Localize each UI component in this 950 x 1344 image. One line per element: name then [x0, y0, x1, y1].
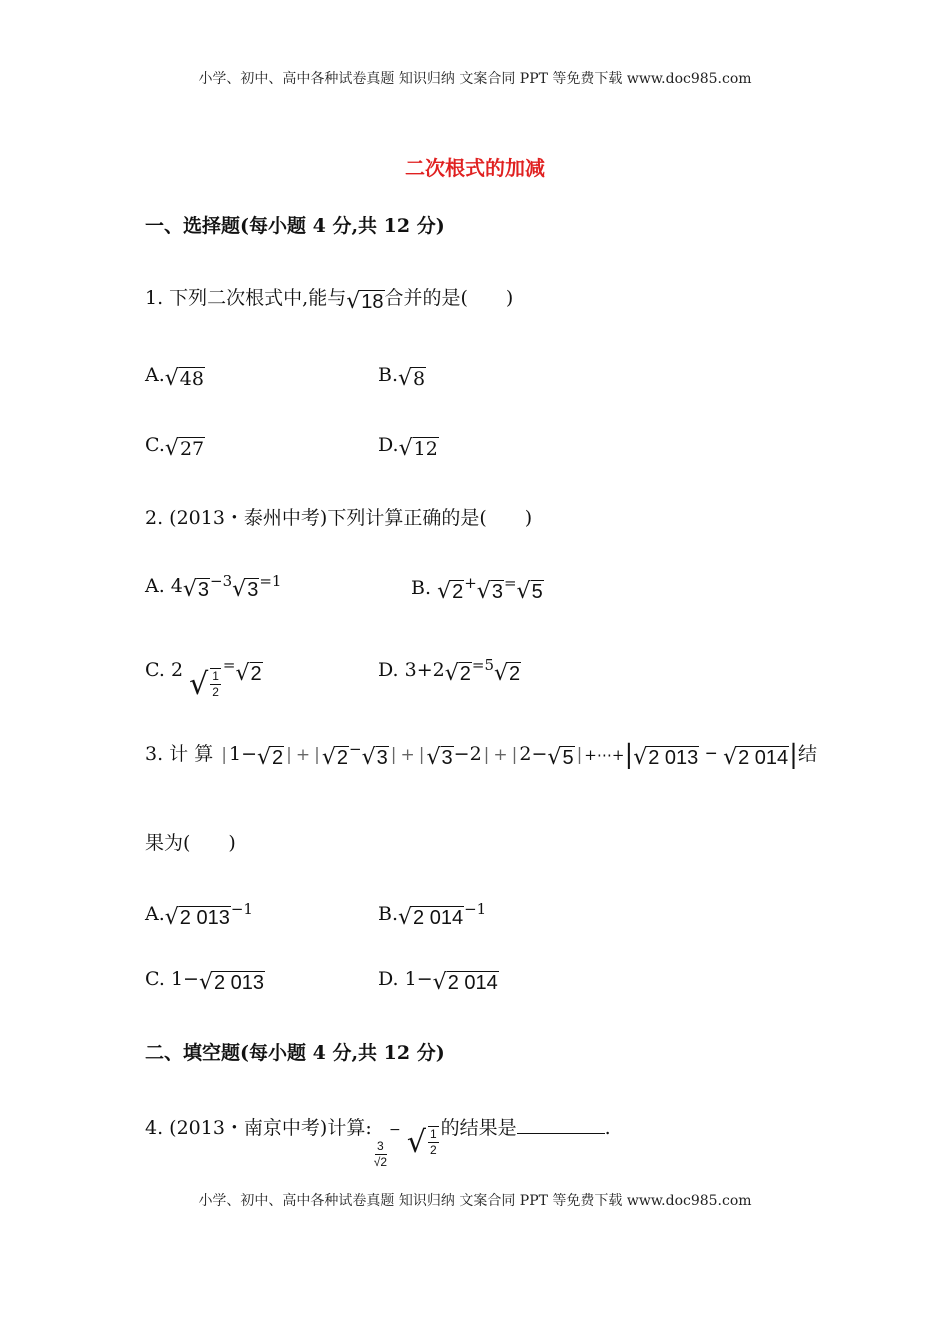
radical-sign-icon: √ — [476, 579, 491, 604]
math-text: 2 — [272, 747, 284, 769]
math-text: 3 — [247, 579, 259, 601]
math-text: D. 3+2 — [378, 659, 445, 681]
radical-expression — [165, 905, 231, 931]
radical-expression — [199, 970, 265, 996]
math-text: 2 013 — [648, 747, 699, 769]
radical-sign-icon: √ — [444, 661, 459, 686]
math-text: . — [604, 1117, 611, 1139]
math-text: 3. 计 算 — [145, 743, 214, 765]
math-text: 5 — [531, 581, 543, 603]
radical-expression — [723, 745, 789, 771]
math-text: + — [493, 745, 508, 765]
q3-option-d — [378, 966, 499, 996]
fraction — [428, 1126, 439, 1158]
math-text: 2 — [509, 663, 521, 685]
math-text: B. — [378, 364, 399, 386]
math-text: 3 — [376, 747, 388, 769]
math-text: 2 014 — [447, 972, 498, 994]
math-text: 1. 下列二次根式中,能与 — [145, 287, 347, 309]
math-text: 2 — [459, 663, 471, 685]
radical-sign-icon: √ — [398, 366, 413, 391]
radical-sign-icon: √ — [198, 970, 213, 995]
q1-option-c — [145, 432, 205, 462]
math-text: 2 014 — [738, 747, 789, 769]
math-text: 48 — [179, 368, 204, 390]
radical-expression — [322, 745, 349, 771]
radical-sign-icon: √ — [633, 745, 648, 770]
section-heading-fill: 二、填空题(每小题 4 分,共 12 分) — [145, 1042, 445, 1064]
math-text: 8 — [413, 368, 426, 390]
math-text: A. — [145, 903, 165, 925]
math-text: 3 — [441, 747, 453, 769]
math-text: 2 — [336, 747, 349, 769]
math-text: 2 013 — [179, 907, 230, 929]
radical-expression — [398, 366, 426, 392]
math-text: A. — [145, 364, 165, 386]
math-text: − — [349, 740, 362, 758]
section-heading-choice: 一、选择题(每小题 4 分,共 12 分) — [145, 215, 445, 237]
math-text: 合并的是( ) — [384, 287, 514, 309]
math-text: =1 — [259, 572, 282, 590]
math-text: 1 — [212, 669, 219, 683]
math-text: √2 — [373, 1155, 388, 1169]
math-text: | — [511, 745, 518, 765]
math-text: 3 — [197, 579, 210, 601]
math-text: | — [483, 745, 490, 765]
q2-option-c — [145, 652, 263, 700]
radical-sign-icon: √ — [547, 745, 562, 770]
math-text: 3 — [377, 1139, 384, 1153]
math-text: C. 2 — [145, 659, 184, 681]
math-text: + — [400, 745, 415, 765]
page-header: 小学、初中、高中各种试卷真题 知识归纳 文案合同 PPT 等免费下载 www.doc985.com — [198, 71, 752, 87]
fraction — [210, 668, 221, 700]
math-text: 2 — [429, 1143, 437, 1157]
radical-expression — [477, 579, 504, 605]
math-text: 2− — [519, 743, 548, 765]
q3-option-b — [378, 896, 486, 931]
math-text: 5 — [562, 747, 574, 769]
radical-sign-icon: √ — [321, 745, 336, 770]
radical-expression — [433, 970, 499, 996]
radical-expression — [517, 579, 544, 605]
q2-option-a — [145, 568, 281, 603]
radical-expression — [189, 668, 223, 700]
math-text: + — [464, 574, 477, 592]
radical-sign-icon: √ — [189, 667, 209, 702]
math-text: −1 — [464, 900, 487, 918]
radical-expression — [407, 1126, 441, 1158]
math-text: − — [705, 743, 718, 765]
math-text: 的结果是 — [440, 1117, 517, 1139]
sqrt-18 — [346, 289, 384, 315]
math-text: 18 — [361, 291, 384, 313]
q1-option-d — [378, 432, 439, 462]
answer-blank — [517, 1133, 605, 1134]
math-text: | — [314, 745, 320, 765]
radical-expression — [399, 436, 439, 462]
math-text: 1− — [229, 743, 258, 765]
radical-expression — [427, 745, 454, 771]
math-text: C. 1− — [145, 968, 199, 990]
page-footer: 小学、初中、高中各种试卷真题 知识归纳 文案合同 PPT 等免费下载 www.doc985.com — [198, 1193, 752, 1209]
question-4 — [145, 1115, 611, 1170]
question-3-line2: 果为( ) — [145, 832, 236, 854]
math-text: 2 014 — [413, 907, 464, 929]
math-text: B. — [378, 903, 399, 925]
math-text: D. 1− — [378, 968, 433, 990]
radical-expression — [235, 661, 262, 687]
radical-expression — [494, 661, 521, 687]
question-2: 2. (2013・泰州中考)下列计算正确的是( ) — [145, 507, 533, 529]
math-text: 1 — [429, 1127, 437, 1141]
radical-expression — [232, 577, 259, 603]
math-text: 27 — [179, 438, 205, 460]
q1-option-a — [145, 362, 205, 392]
radical-expression — [257, 745, 284, 771]
math-text: 4. (2013・南京中考)计算: — [145, 1117, 372, 1139]
math-text: B. — [411, 577, 432, 599]
radical-sign-icon: √ — [164, 366, 179, 391]
radical-sign-icon: √ — [257, 745, 272, 770]
radical-sign-icon: √ — [426, 745, 441, 770]
radical-sign-icon: √ — [235, 661, 250, 686]
math-text: 2 013 — [213, 972, 265, 994]
radical-sign-icon: √ — [232, 577, 247, 602]
q3-option-a — [145, 896, 253, 931]
radical-expression — [183, 577, 210, 603]
math-text: A. 4 — [145, 575, 183, 597]
q2-option-d — [378, 652, 521, 687]
radical-sign-icon: √ — [723, 745, 738, 770]
radical-expression — [165, 366, 205, 392]
radical-expression — [362, 745, 389, 771]
radical-sign-icon: √ — [164, 436, 179, 461]
radical-sign-icon: √ — [182, 577, 197, 602]
radical-sign-icon: √ — [494, 661, 509, 686]
radical-sign-icon: √ — [432, 970, 447, 995]
math-text: 2 — [380, 1155, 388, 1169]
math-text: | — [624, 740, 634, 770]
q3-option-c — [145, 966, 265, 996]
math-text: | — [221, 745, 227, 765]
math-text: | — [418, 745, 425, 765]
radical-sign-icon: √ — [398, 905, 413, 930]
math-text: = — [503, 574, 517, 592]
math-text: 2 — [212, 685, 219, 699]
radical-expression — [437, 579, 464, 605]
math-text: 3 — [491, 581, 503, 603]
math-text: + — [295, 745, 311, 765]
math-text: +⋯+ — [584, 746, 625, 764]
radical-sign-icon: √ — [406, 1125, 426, 1160]
math-text: −2 — [453, 743, 482, 765]
radical-expression — [633, 745, 699, 771]
radical-sign-icon: √ — [164, 905, 179, 930]
radical-sign-icon: √ — [437, 579, 452, 604]
radical-sign-icon: √ — [398, 436, 413, 461]
math-text: =5 — [471, 656, 495, 674]
page-title: 二次根式的加减 — [405, 156, 545, 180]
math-text: = — [222, 656, 236, 674]
math-text: 12 — [413, 438, 438, 460]
math-text: | — [390, 745, 397, 765]
q2-option-b — [411, 570, 544, 605]
math-text: 2 — [452, 581, 464, 603]
math-text: −3 — [210, 572, 233, 590]
math-text: | — [576, 745, 583, 765]
math-text: | — [286, 745, 292, 765]
radical-expression — [165, 436, 205, 462]
question-3 — [145, 736, 817, 771]
radical-sign-icon: √ — [516, 579, 531, 604]
question-1 — [145, 285, 513, 315]
fraction — [374, 1139, 387, 1170]
radical-expression — [445, 661, 472, 687]
radical-expression — [398, 905, 464, 931]
radical-expression — [547, 745, 574, 771]
math-text: 结 — [797, 743, 817, 765]
math-text: | — [789, 740, 798, 770]
q1-option-b — [378, 362, 426, 392]
math-text: D. — [378, 434, 399, 456]
math-text: − — [389, 1122, 401, 1138]
math-text: C. — [145, 434, 165, 456]
radical-sign-icon: √ — [346, 289, 361, 314]
math-text: −1 — [230, 900, 253, 918]
radical-sign-icon: √ — [361, 745, 376, 770]
math-text: 2 — [250, 663, 262, 685]
